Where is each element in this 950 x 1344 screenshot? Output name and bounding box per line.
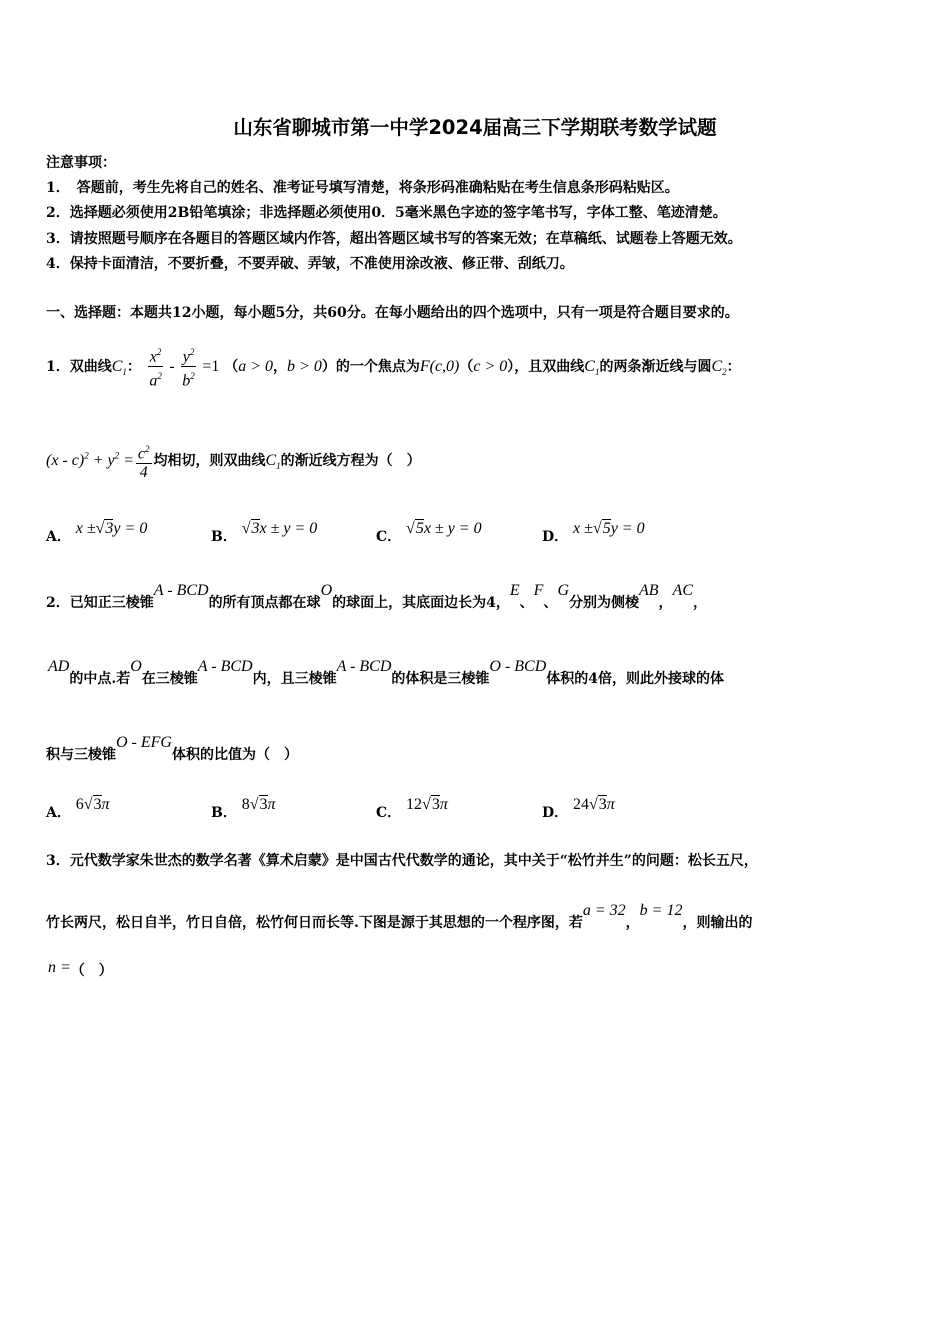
question-2-line-1	[46, 582, 707, 612]
question-3-line-1: 3．元代数学家朱世杰的数学名著《算术启蒙》是中国古代代数学的通论，其中关于“松竹并生”的问题：松长五尺，	[46, 853, 758, 869]
q2-abcd-3: A - BCD	[336, 658, 392, 675]
q2-f: F	[533, 582, 544, 599]
q2-part-2: 的所有顶点都在球	[208, 595, 321, 611]
q1-b-gt: b > 0	[287, 357, 322, 375]
q2-part-7: 内，且三棱锥	[252, 671, 337, 687]
q3-a-value: a = 32	[582, 902, 626, 919]
q1-text-3: 均相切，则双曲线	[153, 453, 266, 470]
q1-text-2: 的两条渐近线与圆	[599, 358, 712, 375]
q1-number: 1．双曲线	[46, 358, 112, 375]
q1-option-b[interactable]: B． √3x ± y = 0	[211, 520, 318, 545]
q3-n-eq: n =	[48, 959, 71, 976]
question-1-line-1: 1．双曲线$C_1$： $\frac{x^2}{a^2}$ - $\frac{y^2}{b^2}$ =1 （a > 0，b > 0）的一个焦点为F(c,0)（c > 0），且双曲线$C_1$的两条渐近线与圆$C_2$：	[46, 343, 741, 391]
q3-text-b: ，则输出的	[682, 915, 753, 931]
q1-c-gt: c > 0	[473, 357, 508, 375]
q1-text-1: 的一个焦点为	[335, 358, 420, 375]
q1-option-a[interactable]: A． x ±√3y = 0	[46, 520, 148, 545]
q2-option-c[interactable]: C． 12√3π	[376, 796, 448, 821]
q1-c1: $C_1$	[111, 357, 127, 378]
page-title: 山东省聊城市第一中学2024届高三下学期联考数学试题	[233, 116, 717, 139]
q2-o-2: O	[130, 658, 142, 675]
q2-dun-2: 、	[543, 595, 558, 611]
q1-c-open: （	[459, 358, 474, 375]
q2-ab: AB	[639, 582, 659, 599]
q2-abcd: A - BCD	[153, 582, 209, 599]
q2-dun-1: 、	[519, 595, 534, 611]
notice-item-4: 4．保持卡面清洁，不要折叠，不要弄破、弄皱，不准使用涂改液、修正带、刮纸刀。	[46, 256, 574, 272]
q3-text-a: 竹长两尺，松日自半，竹日自倍，松竹何日而长等.下图是源于其思想的一个程序图，若	[46, 915, 583, 931]
question-1-line-2	[46, 440, 421, 482]
q2-o: O	[320, 582, 333, 599]
q2-option-d[interactable]: D． 24√3π	[542, 796, 615, 821]
q2-part-6: 在三棱锥	[141, 671, 198, 687]
q2-obcd: O - BCD	[489, 658, 547, 675]
question-2-line-3	[46, 734, 298, 764]
q1-sep: ，	[273, 358, 288, 375]
q1-cond-close: ）	[321, 358, 336, 375]
q1-c-close: ），且双曲线	[507, 358, 585, 375]
q2-part-4: 分别为侧棱	[569, 595, 639, 611]
q3-answer-paren: （ ）	[70, 963, 113, 979]
q2-g: G	[557, 582, 569, 599]
q2-e: E	[509, 582, 520, 599]
notice-item-2: 2．选择题必须使用2B铅笔填涂；非选择题必须使用0．5毫米黑色字迹的签字笔书写，字体工整、笔迹清楚。	[46, 205, 727, 221]
q2-part-8: 的体积是三棱锥	[391, 671, 490, 687]
notice-item-1: 1． 答题前，考生先将自己的姓名、准考证号填写清楚，将条形码准确粘贴在考生信息条形码粘贴区。	[46, 180, 679, 196]
q2-part-1: 2．已知正三棱锥	[46, 595, 154, 611]
section-heading: 一、选择题：本题共12小题，每小题5分，共60分。在每小题给出的四个选项中，只有一项是符合题目要求的。	[46, 305, 739, 321]
q1-colon: ：	[126, 358, 141, 375]
notice-heading: 注意事项：	[46, 155, 116, 171]
q1-c2: $C_2$	[711, 357, 727, 378]
q1-frac-x: $\frac{x^2}{a^2}$	[148, 343, 164, 391]
q3-comma: ，	[625, 915, 640, 931]
q1-focus: F(c,0)	[419, 357, 460, 375]
q1-circle-eq: $(x - c)^2 + y^2$ =	[46, 450, 134, 470]
q1-text-2b: ：	[726, 358, 741, 375]
q2-part-10: 积与三棱锥	[46, 747, 116, 763]
question-2-line-2	[48, 658, 725, 688]
q1-a-gt: a > 0	[238, 357, 274, 375]
q2-comma-1: ，	[658, 595, 673, 611]
q3-b-value: b = 12	[639, 902, 683, 919]
question-3-line-2	[46, 902, 753, 932]
notice-item-3: 3．请按照题号顺序在各题目的答题区域内作答，超出答题区域书写的答案无效；在草稿纸、试题卷上答题无效。	[46, 231, 742, 247]
q1-option-d[interactable]: D． x ±√5y = 0	[542, 520, 645, 545]
q2-abcd-2: A - BCD	[197, 658, 253, 675]
q1-c1-ref-2: $C_1$	[265, 452, 281, 472]
q2-ad: AD	[48, 658, 70, 675]
q2-option-a[interactable]: A． 6√3π	[46, 796, 110, 821]
q2-part-11: 体积的比值为（ ）	[171, 747, 298, 763]
q1-frac-y: $\frac{y^2}{b^2}$	[181, 343, 197, 391]
q2-part-5: 的中点.若	[69, 671, 131, 687]
q1-circle-frac: $\frac{c^2}{4}$	[136, 440, 152, 482]
q2-option-b[interactable]: B． 8√3π	[211, 796, 276, 821]
q1-cond-open: （	[224, 358, 239, 375]
q2-ac: AC	[672, 582, 693, 599]
q1-text-4: 的渐近线方程为（ ）	[280, 453, 421, 470]
q2-comma-2: ，	[693, 595, 707, 611]
question-3-line-3	[48, 960, 113, 980]
q2-oefg: O - EFG	[116, 734, 172, 751]
q2-part-9: 体积的4倍，则此外接球的体	[546, 671, 725, 687]
q1-c1-ref: $C_1$	[584, 357, 600, 378]
q2-part-3: 的球面上，其底面边长为4，	[332, 595, 510, 611]
q1-option-c[interactable]: C． √5x ± y = 0	[376, 520, 482, 545]
